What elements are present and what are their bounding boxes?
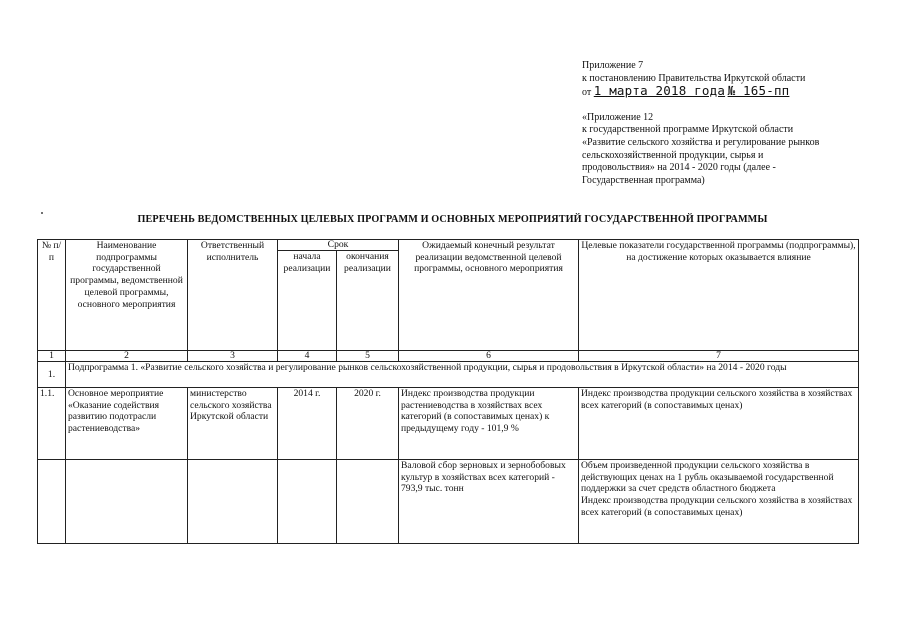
subprogram-num: 1. bbox=[38, 362, 66, 388]
appendix-header bbox=[582, 60, 882, 187]
col-number: 2 bbox=[66, 351, 188, 362]
document-title: ПЕРЕЧЕНЬ ВЕДОМСТВЕННЫХ ЦЕЛЕВЫХ ПРОГРАММ И ОСНОВНЫХ МЕРОПРИЯТИЙ ГОСУДАРСТВЕННОЙ ПРОГРАММЫ bbox=[137, 214, 768, 225]
annex12-line: «Развитие сельского хозяйства и регулирование рынков bbox=[582, 136, 820, 148]
programs-table bbox=[37, 239, 859, 544]
col-number: 1 bbox=[38, 351, 66, 362]
row-start: 2014 г. bbox=[278, 388, 337, 460]
row-num: 1.1. bbox=[38, 388, 66, 460]
annex12-line: сельскохозяйственной продукции, сырья и bbox=[582, 149, 764, 161]
header-num: № п/п bbox=[38, 240, 66, 351]
row-end bbox=[337, 460, 399, 544]
row-name bbox=[66, 460, 188, 544]
row-executor bbox=[188, 460, 278, 544]
row-executor: министерство сельского хозяйства Иркутской области bbox=[188, 388, 278, 460]
col-number: 7 bbox=[579, 351, 859, 362]
resolution-date: 1 марта 2018 года bbox=[593, 83, 726, 99]
row-start bbox=[278, 460, 337, 544]
header-start: начала реализации bbox=[278, 251, 337, 351]
row-end: 2020 г. bbox=[337, 388, 399, 460]
col-number: 5 bbox=[337, 351, 399, 362]
row-indicators bbox=[579, 460, 859, 544]
col-number: 4 bbox=[278, 351, 337, 362]
annex12-line: продовольствия» на 2014 - 2020 годы (далее - bbox=[582, 162, 776, 174]
col-number: 3 bbox=[188, 351, 278, 362]
date-prefix: от bbox=[582, 87, 592, 99]
row-result: Валовой сбор зерновых и зернобобовых культур в хозяйствах всех категорий - 793,9 тыс. тонн bbox=[399, 460, 579, 544]
row-result: Индекс производства продукции растениеводства в хозяйствах всех категорий (в сопоставимых ценах) к предыдущему году - 101,9 % bbox=[399, 388, 579, 460]
header-end: окончания реализации bbox=[337, 251, 399, 351]
annex12-line: Государственная программа) bbox=[582, 174, 705, 186]
appendix-label: Приложение 7 bbox=[582, 60, 644, 71]
header-name: Наименование подпрограммы государственной программы, ведомственной целевой программы, основного мероприятия bbox=[66, 240, 188, 351]
row-name: Основное мероприятие «Оказание содействия развитию подотрасли растениеводства» bbox=[66, 388, 188, 460]
annex12-line: «Приложение 12 bbox=[582, 111, 654, 123]
col-number: 6 bbox=[399, 351, 579, 362]
resolution-date-line bbox=[582, 85, 882, 100]
header-term: Срок bbox=[278, 240, 399, 251]
row-indicator: Объем произведенной продукции сельского хозяйства в действующих ценах на 1 рубль оказываемой государственной поддержки за счет средств областного бюджета bbox=[581, 460, 834, 495]
header-result: Ожидаемый конечный результат реализации ведомственной целевой программы, основного мероприятия bbox=[399, 240, 579, 351]
annex12-line: к государственной программе Иркутской области bbox=[582, 124, 794, 136]
row-num bbox=[38, 460, 66, 544]
row-indicator: Индекс производства продукции сельского хозяйства в хозяйствах всех категорий (в сопоставимых ценах) bbox=[581, 495, 853, 518]
header-indicators: Целевые показатели государственной программы (подпрограммы), на достижение которых оказывается влияние bbox=[579, 240, 859, 351]
subprogram-title: Подпрограмма 1. «Развитие сельского хозяйства и регулирование рынков сельскохозяйственной продукции, сырья и продовольствия в Иркутской области» на 2014 - 2020 годы bbox=[66, 362, 859, 388]
resolution-label: к постановлению Правительства Иркутской области bbox=[582, 72, 806, 84]
header-executor: Ответственный исполнитель bbox=[188, 240, 278, 351]
resolution-number: № 165-пп bbox=[727, 83, 790, 99]
row-indicator: Индекс производства продукции сельского хозяйства в хозяйствах всех категорий (в сопоставимых ценах) bbox=[579, 388, 859, 460]
